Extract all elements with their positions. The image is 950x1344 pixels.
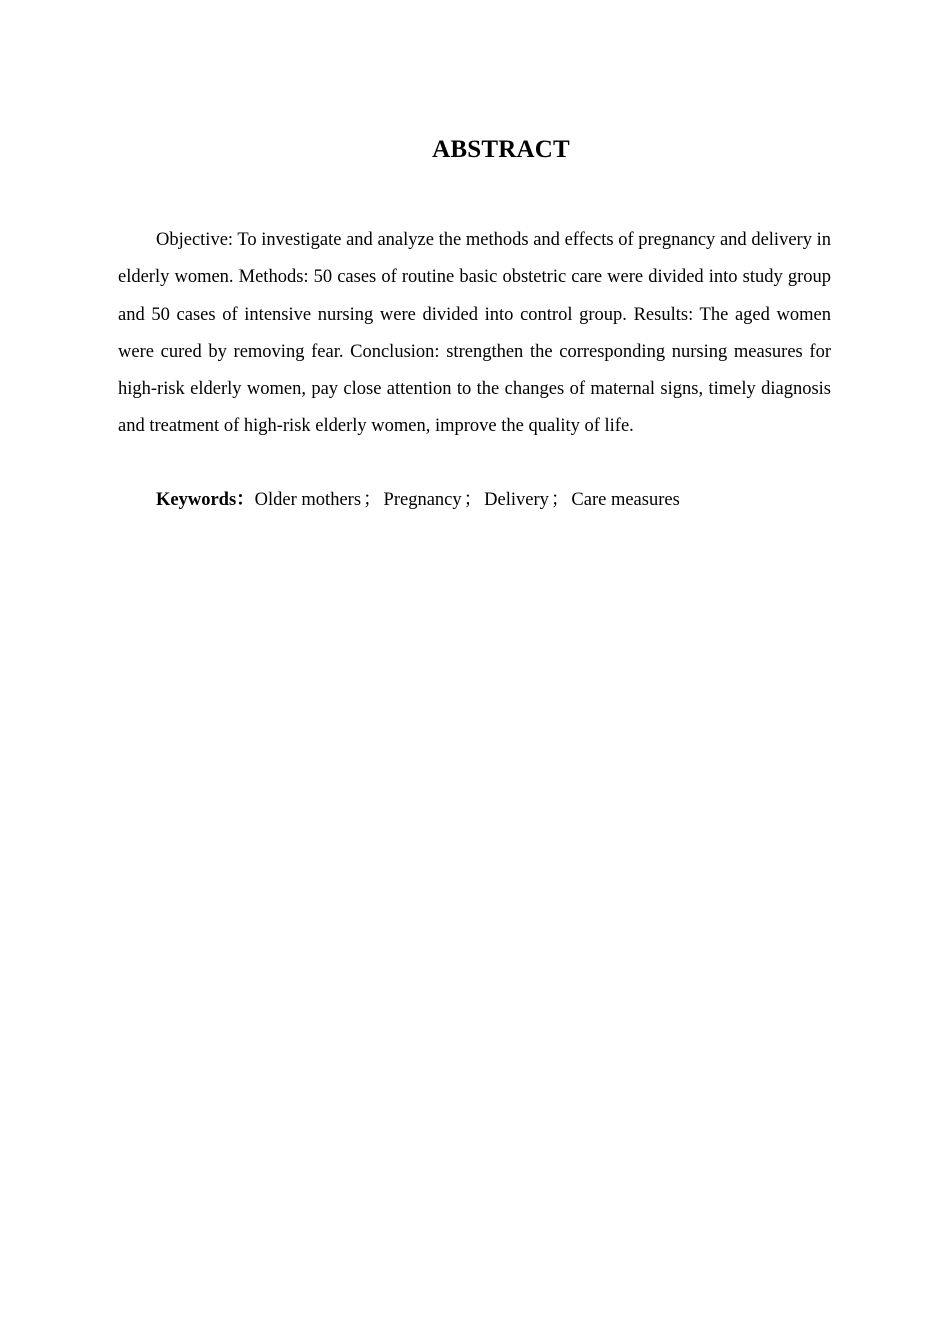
keyword-item: Pregnancy [383, 490, 462, 510]
keywords-label: Keywords： [156, 490, 255, 510]
abstract-body: Objective: To investigate and analyze the methods and effects of pregnancy and delivery in elderly women. Methods: 50 cases of routine basic obstetric care were divided into study group and 50 cases of intensive nursing were divided into control group. Results: The aged women were cured by removing fear. Conclusion: strengthen the corresponding nursing measures for high-risk elderly women, pay close attention to the changes of maternal signs, timely diagnosis and treatment of high-risk elderly women, improve the quality of life. [118, 230, 831, 437]
page-title: ABSTRACT [432, 136, 570, 163]
keyword-item: Older mothers [254, 490, 362, 510]
keyword-separator: ； [363, 490, 382, 510]
keyword-separator: ； [550, 490, 570, 510]
keyword-item: Delivery [484, 490, 549, 510]
keyword-separator: ； [463, 490, 483, 510]
keywords-line [156, 483, 832, 517]
keyword-item: Care measures [571, 490, 680, 510]
